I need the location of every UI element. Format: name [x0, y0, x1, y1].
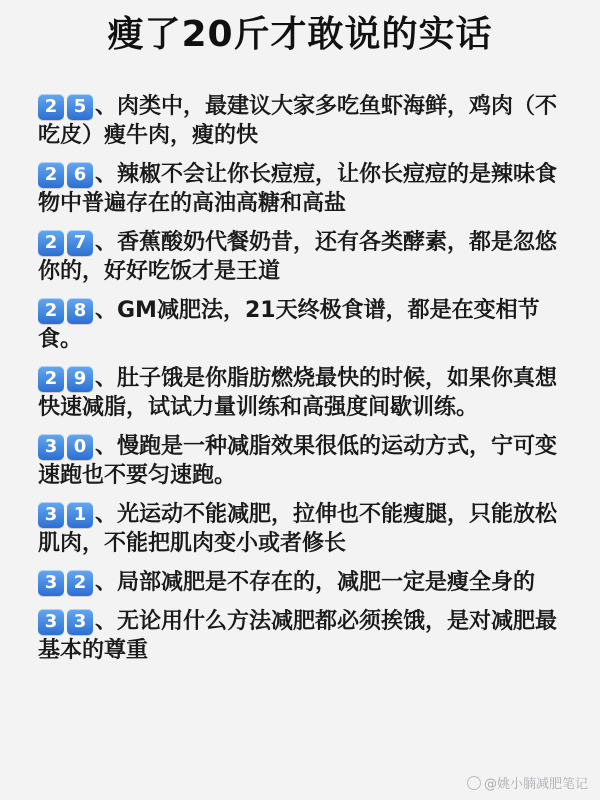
- list-item: [38, 364, 568, 422]
- digit-badge: 3: [38, 434, 64, 460]
- digit-badge: 3: [38, 609, 64, 635]
- list-item: [38, 607, 568, 665]
- watermark-text: @姚小腩减肥笔记: [483, 777, 588, 792]
- item-text: 、辣椒不会让你长痘痘，让你长痘痘的是辣味食物中普遍存在的高油高糖和高盐: [38, 162, 558, 216]
- watermark: [467, 773, 588, 792]
- item-text: 、肚子饿是你脂肪燃烧最快的时候，如果你真想快速减脂，试试力量训练和高强度间歇训练。: [38, 366, 558, 420]
- item-text: 、肉类中，最建议大家多吃鱼虾海鲜，鸡肉（不吃皮）瘦牛肉，瘦的快: [38, 94, 558, 148]
- item-text: 、无论用什么方法减肥都必须挨饿，是对减肥最基本的尊重: [38, 609, 558, 663]
- digit-badge: 3: [38, 570, 64, 596]
- digit-badge: 8: [67, 298, 93, 324]
- list-item: [38, 568, 568, 597]
- list-item: [38, 228, 568, 286]
- digit-badge: 1: [67, 502, 93, 528]
- page-title: 瘦了20斤才敢说的实话: [107, 14, 493, 55]
- item-text: 、局部减肥是不存在的，减肥一定是瘦全身的: [95, 570, 536, 595]
- item-text: 、GM减肥法，21天终极食谱，都是在变相节食。: [38, 298, 540, 352]
- item-text: 、慢跑是一种减脂效果很低的运动方式，宁可变速跑也不要匀速跑。: [38, 434, 558, 488]
- list-item: [38, 500, 568, 558]
- digit-badge: 5: [67, 94, 93, 120]
- digit-badge: 2: [38, 366, 64, 392]
- digit-badge: 7: [67, 230, 93, 256]
- watermark-logo-icon: [467, 776, 481, 790]
- tips-list: [38, 92, 568, 675]
- item-text: 、香蕉酸奶代餐奶昔，还有各类酵素，都是忽悠你的，好好吃饭才是王道: [38, 230, 558, 284]
- digit-badge: 3: [67, 609, 93, 635]
- digit-badge: 2: [38, 162, 64, 188]
- digit-badge: 6: [67, 162, 93, 188]
- digit-badge: 2: [67, 570, 93, 596]
- list-item: [38, 160, 568, 218]
- digit-badge: 2: [38, 298, 64, 324]
- digit-badge: 2: [38, 94, 64, 120]
- list-item: [38, 296, 568, 354]
- list-item: [38, 432, 568, 490]
- item-text: 、光运动不能减肥，拉伸也不能瘦腿，只能放松肌肉，不能把肌肉变小或者修长: [38, 502, 558, 556]
- digit-badge: 3: [38, 502, 64, 528]
- digit-badge: 2: [38, 230, 64, 256]
- digit-badge: 9: [67, 366, 93, 392]
- list-item: [38, 92, 568, 150]
- digit-badge: 0: [67, 434, 93, 460]
